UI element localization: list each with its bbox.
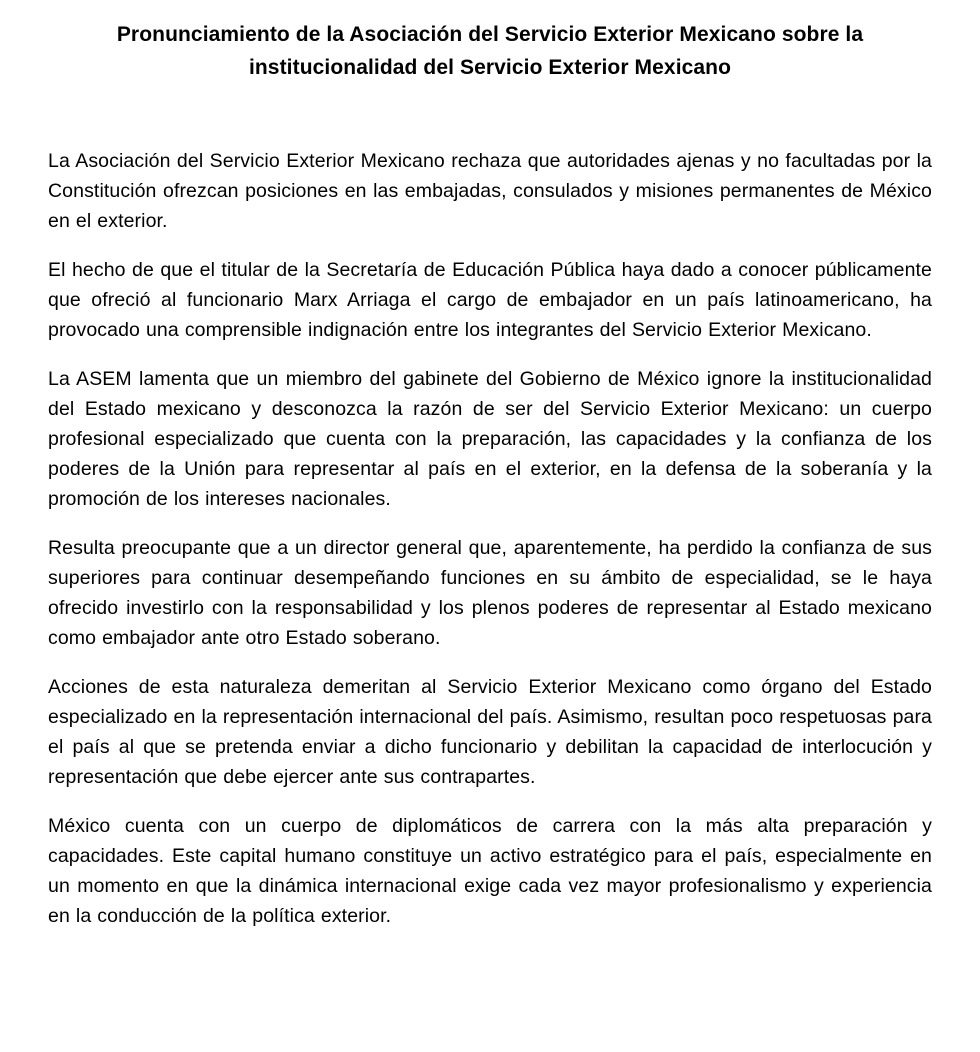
title-spacer <box>48 84 932 146</box>
paragraph-4: Resulta preocupante que a un director general que, aparentemente, ha perdido la confianza de sus superiores para continuar desempeñando funciones en su ámbito de especialidad, se le haya ofrecido investirlo con la responsabilidad y los plenos poderes de representar al Estado mexicano como embajador ante otro Estado soberano. <box>48 537 932 649</box>
paragraph-2: El hecho de que el titular de la Secretaría de Educación Pública haya dado a conocer públicamente que ofreció al funcionario Marx Arriaga el cargo de embajador en un país latinoamericano, ha provocado una comprensible indignación entre los integrantes del Servicio Exterior Mexicano. <box>48 259 932 341</box>
paragraph-1: La Asociación del Servicio Exterior Mexicano rechaza que autoridades ajenas y no facultadas por la Constitución ofrezcan posiciones en las embajadas, consulados y misiones permanentes de México en el exterior. <box>48 150 932 232</box>
document-body <box>48 146 932 931</box>
paragraph-3: La ASEM lamenta que un miembro del gabinete del Gobierno de México ignore la institucionalidad del Estado mexicano y desconozca la razón de ser del Servicio Exterior Mexicano: un cuerpo profesional especializado que cuenta con la preparación, las capacidades y la confianza de los poderes de la Unión para representar al país en el exterior, en la defensa de la soberanía y la promoción de los intereses nacionales. <box>48 368 932 510</box>
document-title: Pronunciamiento de la Asociación del Servicio Exterior Mexicano sobre la institucionalidad del Servicio Exterior Mexicano <box>116 23 864 79</box>
paragraph-6: México cuenta con un cuerpo de diplomáticos de carrera con la más alta preparación y capacidades. Este capital humano constituye un activo estratégico para el país, especialmente en un momento en que la dinámica internacional exige cada vez mayor profesionalismo y experiencia en la conducción de la política exterior. <box>48 815 932 927</box>
paragraph-5: Acciones de esta naturaleza demeritan al Servicio Exterior Mexicano como órgano del Estado especializado en la representación internacional del país. Asimismo, resultan poco respetuosas para el país al que se pretenda enviar a dicho funcionario y debilitan la capacidad de interlocución y representación que debe ejercer ante sus contrapartes. <box>48 676 932 788</box>
